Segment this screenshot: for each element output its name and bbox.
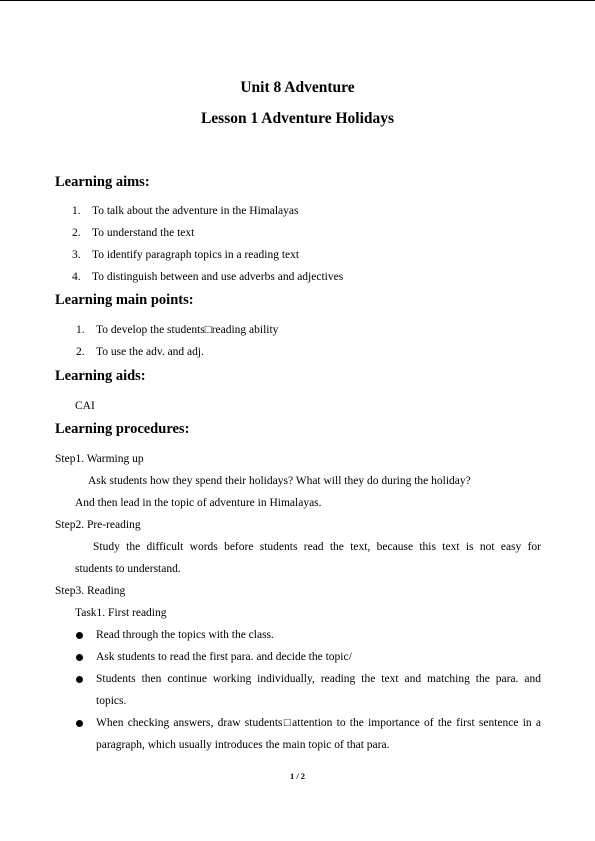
learning-aids-heading: Learning aids:	[55, 368, 146, 384]
step1-line: Ask students how they spend their holidays? What will they do during the holiday?	[88, 475, 471, 487]
main-points-item-text: To develop the students□reading ability	[96, 324, 279, 336]
document-title: Unit 8 Adventure	[240, 79, 355, 96]
aims-item-number: 2.	[72, 227, 81, 239]
aims-item-text: To talk about the adventure in the Himalayas	[92, 205, 299, 217]
reading-bullet-text: When checking answers, draw students□attention to the importance of the first sentence in a	[96, 717, 541, 729]
bullet-icon	[76, 654, 83, 661]
aims-item	[72, 205, 298, 217]
learning-procedures-heading: Learning procedures:	[55, 421, 190, 437]
learning-aims-heading: Learning aims:	[55, 174, 150, 190]
main-points-item-number: 2.	[76, 346, 85, 358]
reading-bullet-text: Ask students to read the first para. and decide the topic/	[96, 651, 352, 663]
main-points-item-text: To use the adv. and adj.	[96, 346, 204, 358]
aims-item-number: 4.	[72, 271, 81, 283]
step3-label: Step3. Reading	[55, 585, 126, 597]
aims-item-number: 1.	[72, 205, 81, 217]
main-points-item	[76, 324, 278, 336]
aims-item-number: 3.	[72, 249, 81, 261]
bullet-icon	[76, 676, 83, 683]
document-subtitle: Lesson 1 Adventure Holidays	[200, 110, 395, 127]
task1-label: Task1. First reading	[75, 607, 167, 619]
aims-item-text: To understand the text	[92, 227, 195, 239]
reading-bullet-text: Read through the topics with the class.	[96, 629, 274, 641]
bullet-icon	[76, 720, 83, 727]
step1-line: And then lead in the topic of adventure in Himalayas.	[75, 497, 322, 509]
step2-line: Study the difficult words before students read the text, because this text is not easy for	[93, 541, 541, 553]
main-points-item	[76, 346, 204, 358]
main-points-item-number: 1.	[76, 324, 85, 336]
reading-bullet-text-continued: paragraph, which usually introduces the main topic of that para.	[96, 739, 390, 751]
aims-item	[72, 249, 299, 261]
page-number: 1 / 2	[289, 771, 306, 781]
aims-item	[72, 227, 194, 239]
step2-line: students to understand.	[75, 563, 181, 575]
step2-label: Step2. Pre-reading	[55, 519, 141, 531]
aims-item-text: To distinguish between and use adverbs and adjectives	[92, 271, 344, 283]
aims-item-text: To identify paragraph topics in a reading text	[92, 249, 300, 261]
reading-bullet-text: Students then continue working individually, reading the text and matching the para. and	[96, 673, 541, 685]
bullet-icon	[76, 632, 83, 639]
aims-item	[72, 271, 343, 283]
step1-label: Step1. Warming up	[55, 453, 144, 465]
page-top-border	[0, 0, 595, 1]
learning-aids-text: CAI	[75, 400, 95, 412]
reading-bullet-text-continued: topics.	[96, 695, 127, 707]
main-points-heading: Learning main points:	[55, 292, 194, 308]
